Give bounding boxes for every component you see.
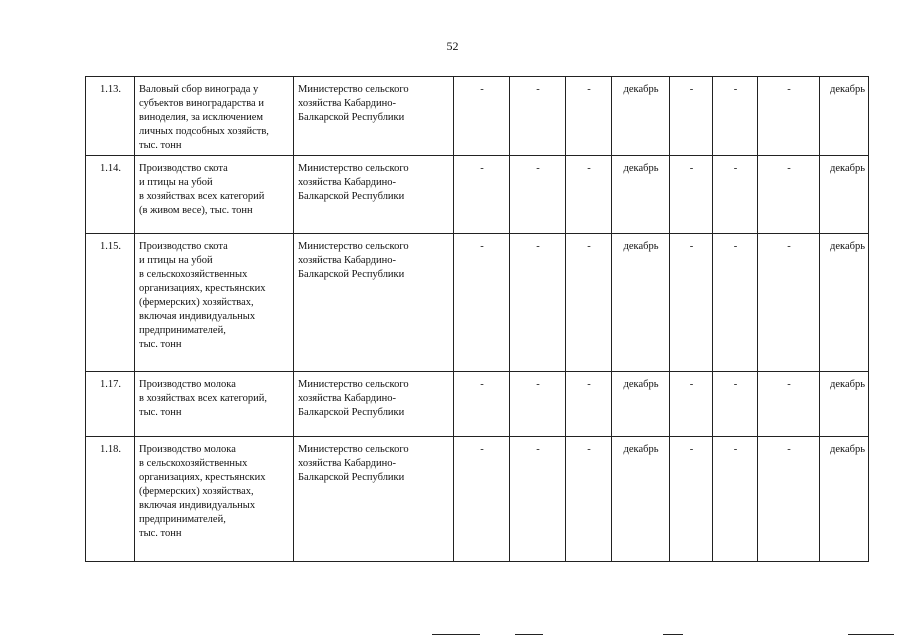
dash-cell: - bbox=[670, 372, 713, 437]
dash-cell: - bbox=[510, 437, 566, 562]
dash-cell: - bbox=[454, 372, 510, 437]
responsible-line: Балкарской Республики bbox=[298, 112, 405, 123]
row-number: 1.13. bbox=[86, 77, 135, 156]
responsible-line: Балкарской Республики bbox=[298, 191, 405, 202]
dash-cell: - bbox=[510, 372, 566, 437]
responsible-line: Балкарской Республики bbox=[298, 472, 405, 483]
table-row bbox=[86, 372, 869, 437]
dash-cell: - bbox=[713, 372, 758, 437]
indicator-name bbox=[135, 156, 294, 234]
deadline-cell: декабрь bbox=[612, 77, 670, 156]
dash-cell: - bbox=[713, 234, 758, 372]
page-number: 52 bbox=[446, 39, 459, 53]
responsible-executor bbox=[294, 437, 454, 562]
dash-cell: - bbox=[454, 437, 510, 562]
deadline-cell: декабрь bbox=[820, 437, 869, 562]
indicator-name bbox=[135, 437, 294, 562]
indicator-line: тыс. тонн bbox=[139, 407, 182, 418]
dash-cell: - bbox=[758, 156, 820, 234]
table-row bbox=[86, 234, 869, 372]
deadline-cell: декабрь bbox=[612, 234, 670, 372]
dash-cell: - bbox=[670, 234, 713, 372]
responsible-line: Министерство сельского bbox=[298, 241, 409, 252]
deadline-cell: декабрь bbox=[612, 156, 670, 234]
indicator-line: (в живом весе), тыс. тонн bbox=[139, 205, 253, 216]
responsible-line: хозяйства Кабардино- bbox=[298, 177, 397, 188]
responsible-line: Министерство сельского bbox=[298, 379, 409, 390]
dash-cell: - bbox=[713, 156, 758, 234]
responsible-line: Балкарской Республики bbox=[298, 269, 405, 280]
responsible-line: хозяйства Кабардино- bbox=[298, 393, 397, 404]
indicator-line: Производство молока bbox=[139, 379, 236, 390]
indicator-line: субъектов виноградарства и bbox=[139, 98, 264, 109]
indicator-line: и птицы на убой bbox=[139, 255, 213, 266]
dash-cell: - bbox=[510, 234, 566, 372]
table-row bbox=[86, 77, 869, 156]
dash-cell: - bbox=[566, 234, 612, 372]
indicator-line: тыс. тонн bbox=[139, 528, 182, 539]
indicator-line: организациях, крестьянских bbox=[139, 472, 266, 483]
dash-cell: - bbox=[454, 156, 510, 234]
row-number: 1.15. bbox=[86, 234, 135, 372]
responsible-line: Балкарской Республики bbox=[298, 407, 405, 418]
responsible-line: Министерство сельского bbox=[298, 444, 409, 455]
dash-cell: - bbox=[510, 156, 566, 234]
deadline-cell: декабрь bbox=[612, 437, 670, 562]
indicator-line: (фермерских) хозяйствах, bbox=[139, 297, 254, 308]
deadline-cell: декабрь bbox=[820, 77, 869, 156]
dash-cell: - bbox=[566, 372, 612, 437]
dash-cell: - bbox=[510, 77, 566, 156]
table-row bbox=[86, 437, 869, 562]
indicator-line: тыс. тонн bbox=[139, 339, 182, 350]
responsible-line: хозяйства Кабардино- bbox=[298, 255, 397, 266]
row-number: 1.18. bbox=[86, 437, 135, 562]
dash-cell: - bbox=[713, 77, 758, 156]
indicator-name bbox=[135, 372, 294, 437]
responsible-executor bbox=[294, 372, 454, 437]
responsible-executor bbox=[294, 77, 454, 156]
deadline-cell: декабрь bbox=[820, 372, 869, 437]
indicator-line: в сельскохозяйственных bbox=[139, 458, 248, 469]
dash-cell: - bbox=[713, 437, 758, 562]
dash-cell: - bbox=[758, 77, 820, 156]
deadline-cell: декабрь bbox=[820, 234, 869, 372]
indicator-line: виноделия, за исключением bbox=[139, 112, 264, 123]
dash-cell: - bbox=[758, 234, 820, 372]
indicator-line: (фермерских) хозяйствах, bbox=[139, 486, 254, 497]
monitoring-table bbox=[85, 76, 869, 562]
dash-cell: - bbox=[670, 437, 713, 562]
deadline-cell: декабрь bbox=[612, 372, 670, 437]
dash-cell: - bbox=[670, 156, 713, 234]
indicator-line: предпринимателей, bbox=[139, 325, 226, 336]
indicator-line: организациях, крестьянских bbox=[139, 283, 266, 294]
responsible-executor bbox=[294, 234, 454, 372]
row-number: 1.17. bbox=[86, 372, 135, 437]
dash-cell: - bbox=[670, 77, 713, 156]
indicator-name bbox=[135, 77, 294, 156]
responsible-line: Министерство сельского bbox=[298, 163, 409, 174]
dash-cell: - bbox=[758, 437, 820, 562]
indicator-line: в сельскохозяйственных bbox=[139, 269, 248, 280]
indicator-line: Производство молока bbox=[139, 444, 236, 455]
indicator-line: предпринимателей, bbox=[139, 514, 226, 525]
indicator-line: Производство скота bbox=[139, 241, 228, 252]
responsible-line: хозяйства Кабардино- bbox=[298, 458, 397, 469]
responsible-line: Министерство сельского bbox=[298, 84, 409, 95]
dash-cell: - bbox=[454, 77, 510, 156]
responsible-line: хозяйства Кабардино- bbox=[298, 98, 397, 109]
dash-cell: - bbox=[566, 77, 612, 156]
deadline-cell: декабрь bbox=[820, 156, 869, 234]
table-row bbox=[86, 156, 869, 234]
indicator-line: и птицы на убой bbox=[139, 177, 213, 188]
indicator-line: тыс. тонн bbox=[139, 140, 182, 151]
indicator-line: Производство скота bbox=[139, 163, 228, 174]
dash-cell: - bbox=[566, 437, 612, 562]
dash-cell: - bbox=[566, 156, 612, 234]
indicator-line: Валовый сбор винограда у bbox=[139, 84, 259, 95]
indicator-line: в хозяйствах всех категорий bbox=[139, 191, 265, 202]
row-number: 1.14. bbox=[86, 156, 135, 234]
indicator-line: включая индивидуальных bbox=[139, 500, 256, 511]
indicator-line: включая индивидуальных bbox=[139, 311, 256, 322]
responsible-executor bbox=[294, 156, 454, 234]
indicator-line: в хозяйствах всех категорий, bbox=[139, 393, 267, 404]
dash-cell: - bbox=[758, 372, 820, 437]
indicator-name bbox=[135, 234, 294, 372]
indicator-line: личных подсобных хозяйств, bbox=[139, 126, 269, 137]
dash-cell: - bbox=[454, 234, 510, 372]
